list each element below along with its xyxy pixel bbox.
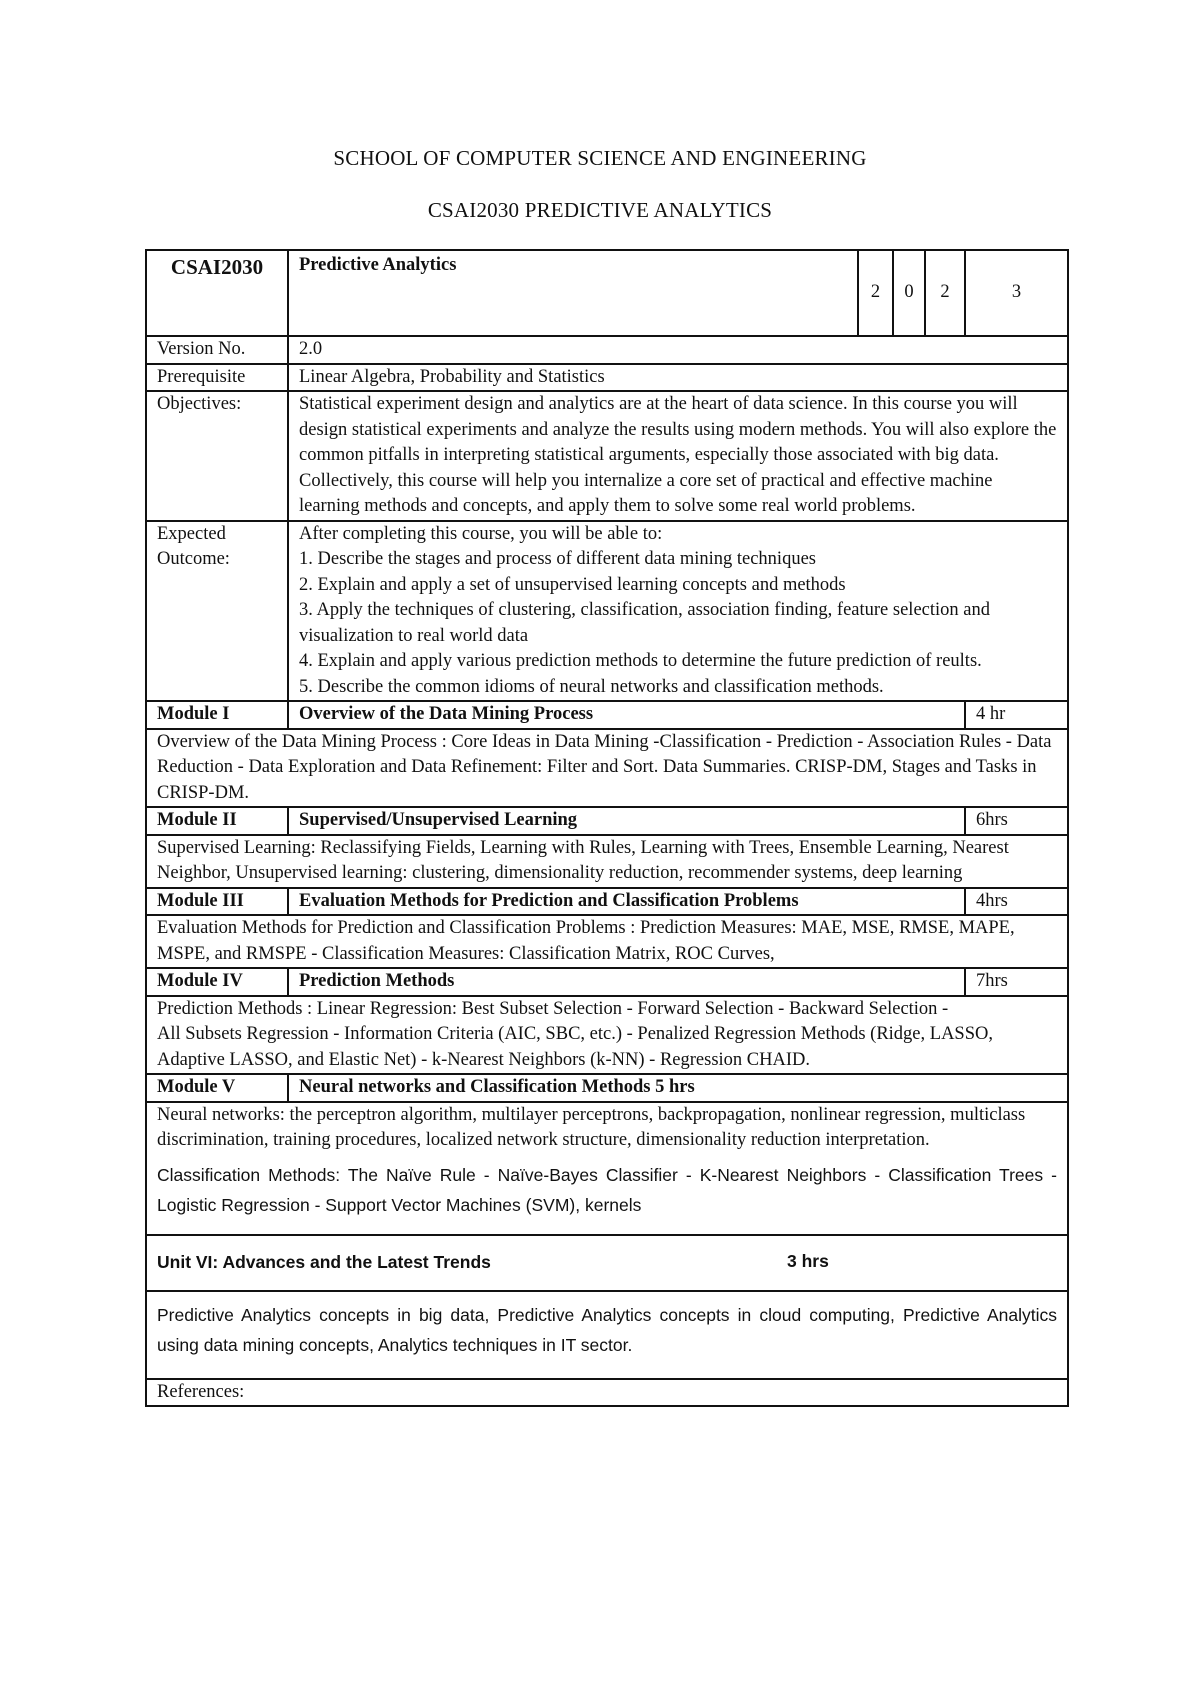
- module-4-content-line-1: Prediction Methods : Linear Regression: Best Subset Selection - Forward Selection - Backward Selection -: [157, 998, 949, 1019]
- ltpc-practical: 2: [925, 250, 965, 336]
- module-2-label: Module II: [146, 807, 288, 835]
- module-5-content: [146, 1102, 1068, 1235]
- ltpc-tutorial: 0: [893, 250, 925, 336]
- outcome-item: 3. Apply the techniques of clustering, classification, association finding, feature selection and visualization to real world data: [299, 600, 990, 646]
- module-5-content-text: Neural networks: the perceptron algorithm, multilayer perceptrons, backpropagation, nonlinear regression, multiclass discrimination, training procedures, localized network structure, dimensionality reduction interpretation.: [157, 1104, 1026, 1150]
- unit-6-header-cell: [146, 1235, 1068, 1291]
- module-4-content-row: [146, 996, 1068, 1075]
- prerequisite-value: Linear Algebra, Probability and Statistics: [288, 364, 1068, 392]
- references-row: [146, 1379, 1068, 1407]
- ltpc-lecture: 2: [858, 250, 893, 336]
- objectives-label: Objectives:: [146, 391, 288, 521]
- course-header-row: [146, 250, 1068, 336]
- outcome-list: [288, 521, 1068, 702]
- course-title: Predictive Analytics: [288, 250, 858, 336]
- module-2-hours: 6hrs: [965, 807, 1068, 835]
- course-heading: CSAI2030 PREDICTIVE ANALYTICS: [427, 198, 773, 222]
- module-4-header: [146, 968, 1068, 996]
- module-3-title: Evaluation Methods for Prediction and Classification Problems: [288, 888, 965, 916]
- outcome-item: 1. Describe the stages and process of different data mining techniques: [299, 549, 816, 569]
- outcome-label-line-2: Outcome:: [157, 549, 230, 569]
- module-1-label: Module I: [146, 701, 288, 729]
- module-2-header: [146, 807, 1068, 835]
- unit-6-hours: 3 hrs: [787, 1250, 829, 1271]
- course-code: CSAI2030: [146, 250, 288, 336]
- module-5-label: Module V: [146, 1074, 288, 1102]
- prerequisite-label: Prerequisite: [146, 364, 288, 392]
- module-3-header: [146, 888, 1068, 916]
- module-1-content: Overview of the Data Mining Process : Core Ideas in Data Mining -Classification - Prediction - Association Rules - Data Reduction - Data Exploration and Data Refinement: Filter and Sort. Data Summaries. CRISP-DM, Stages and Tasks in CRISP-DM.: [146, 729, 1068, 808]
- module-3-content-row: [146, 915, 1068, 968]
- outcome-intro: After completing this course, you will be able to:: [299, 523, 663, 544]
- module-3-hours: 4hrs: [965, 888, 1068, 916]
- module-3-content: Evaluation Methods for Prediction and Classification Problems : Prediction Measures: MAE, MSE, RMSE, MAPE, MSPE, and RMSPE - Classification Measures: Classification Matrix, ROC Curves,: [146, 915, 1068, 968]
- module-4-content-line-2: All Subsets Regression - Information Criteria (AIC, SBC, etc.) - Penalized Regression Methods (Ridge, LASSO, Adaptive LASSO, and Elastic Net) - k-Nearest Neighbors (k-NN) - Regression CHAID.: [157, 1024, 993, 1070]
- outcome-label: [146, 521, 288, 702]
- prerequisite-row: [146, 364, 1068, 392]
- outcome-item: 2. Explain and apply a set of unsupervised learning concepts and methods: [299, 574, 846, 595]
- version-label: Version No.: [146, 336, 288, 364]
- module-4-content: [146, 996, 1068, 1075]
- classification-methods-text: Classification Methods: The Naïve Rule - Naïve-Bayes Classifier - K-Nearest Neighbors - Classification Trees - Logistic Regression - Support Vector Machines (SVM), kernels: [157, 1164, 1057, 1215]
- version-value: 2.0: [288, 336, 1068, 364]
- module-2-content: Supervised Learning: Reclassifying Fields, Learning with Rules, Learning with Trees, Ensemble Learning, Nearest Neighbor, Unsupervised learning: clustering, dimensionality reduction, recommender systems, deep learning: [146, 835, 1068, 888]
- syllabus-table: [145, 249, 1069, 1407]
- module-4-label: Module IV: [146, 968, 288, 996]
- module-2-title: Supervised/Unsupervised Learning: [288, 807, 965, 835]
- unit-6-header: [146, 1235, 1068, 1291]
- module-3-label: Module III: [146, 888, 288, 916]
- module-1-header: [146, 701, 1068, 729]
- module-4-hours: 7hrs: [965, 968, 1068, 996]
- outcome-label-line-1: Expected: [157, 523, 226, 544]
- unit-6-content: Predictive Analytics concepts in big data, Predictive Analytics concepts in cloud computing, Predictive Analytics using data mining concepts, Analytics techniques in IT sector.: [146, 1291, 1068, 1379]
- unit-6-title: Unit VI: Advances and the Latest Trends: [157, 1251, 491, 1272]
- references-label: References:: [146, 1379, 1068, 1407]
- module-1-hours: 4 hr: [965, 701, 1068, 729]
- version-row: [146, 336, 1068, 364]
- module-5-title: Neural networks and Classification Methods 5 hrs: [288, 1074, 1068, 1102]
- unit-6-content-row: [146, 1291, 1068, 1379]
- outcome-item: 4. Explain and apply various prediction methods to determine the future prediction of reults.: [299, 651, 982, 671]
- module-1-content-row: [146, 729, 1068, 808]
- module-5-header: [146, 1074, 1068, 1102]
- outcome-row: [146, 521, 1068, 702]
- objectives-row: [146, 391, 1068, 521]
- school-title: SCHOOL OF COMPUTER SCIENCE AND ENGINEERING: [333, 146, 867, 170]
- module-5-content-row: [146, 1102, 1068, 1235]
- outcome-item: 5. Describe the common idioms of neural networks and classification methods.: [299, 676, 884, 697]
- module-1-title: Overview of the Data Mining Process: [288, 701, 965, 729]
- objectives-text: Statistical experiment design and analytics are at the heart of data science. In this course you will design statistical experiments and analyze the results using modern methods. You will also explore the common pitfalls in interpreting statistical arguments, especially those associated with big data. Collectively, this course will help you internalize a core set of practical and effective machine learning methods and concepts, and apply them to solve some real world problems.: [288, 391, 1068, 521]
- ltpc-credits: 3: [965, 250, 1068, 336]
- module-4-title: Prediction Methods: [288, 968, 965, 996]
- module-2-content-row: [146, 835, 1068, 888]
